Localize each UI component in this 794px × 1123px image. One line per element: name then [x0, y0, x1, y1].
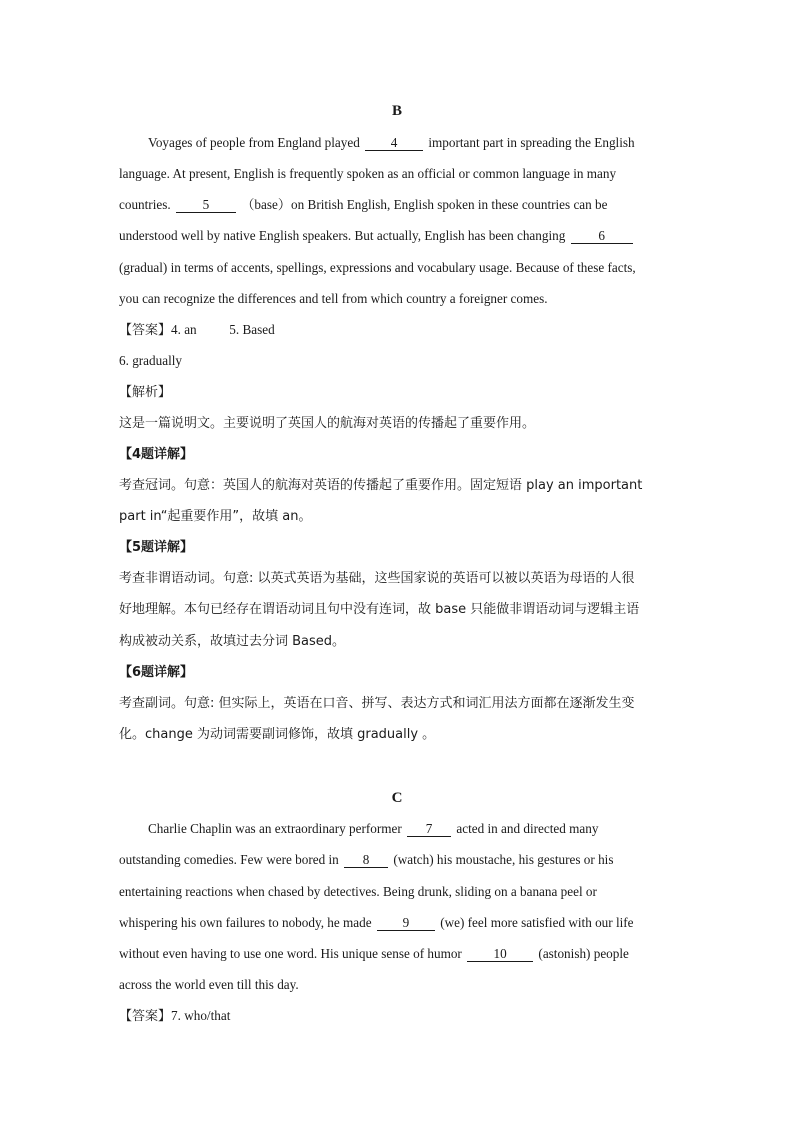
text-segment: acted in and directed many: [456, 821, 599, 836]
text-segment: Voyages of people from England played: [148, 135, 360, 150]
paragraph-b-line-3: [119, 196, 608, 214]
text-segment: countries.: [119, 197, 171, 212]
blank-8[interactable]: 8: [344, 853, 388, 868]
text-segment: without even having to use one word. His unique sense of humor: [119, 946, 462, 961]
paragraph-b-line-1: [148, 134, 635, 152]
text-segment: important part in spreading the English: [428, 135, 635, 150]
text-segment: whispering his own failures to nobody, he made: [119, 915, 372, 930]
answer-7: 7. who/that: [171, 1008, 231, 1023]
q6-label: 【6题详解】: [119, 665, 194, 680]
paragraph-b-line-5: (gradual) in terms of accents, spellings, expressions and vocabulary usage. Because of these facts,: [119, 260, 636, 275]
paragraph-c-line-5: [119, 945, 629, 963]
paragraph-c-line-2: [119, 851, 613, 869]
text-segment: (we) feel more satisfied with our life: [440, 915, 634, 930]
paragraph-b-line-6: you can recognize the differences and tell from which country a foreigner comes.: [119, 291, 548, 306]
text-segment: (astonish) people: [538, 946, 629, 961]
q4-explanation-line-2: part in“起重要作用”，故填 an。: [119, 509, 312, 524]
answer-5: 5. Based: [229, 322, 275, 337]
text-segment: outstanding comedies. Few were bored in: [119, 852, 339, 867]
analysis-label: 【解析】: [119, 385, 172, 400]
paragraph-b-line-2: language. At present, English is frequently spoken as an official or common language in many: [119, 166, 617, 181]
answer-4: 4. an: [171, 322, 197, 337]
answer-6: 6. gradually: [119, 353, 182, 368]
paragraph-c-line-3: entertaining reactions when chased by detectives. Being drunk, sliding on a banana peel or: [119, 884, 597, 899]
blank-9[interactable]: 9: [377, 916, 435, 931]
blank-7[interactable]: 7: [407, 822, 451, 837]
blank-10[interactable]: 10: [467, 947, 533, 962]
q6-explanation-line-1: 考查副词。句意: 但实际上，英语在口音、拼写、表达方式和词汇用法方面都在逐渐发生变: [119, 696, 635, 711]
paragraph-b-line-4: [119, 227, 635, 245]
q5-explanation-line-2: 好地理解。本句已经存在谓语动词且句中没有连词，故 base 只能做非谓语动词与逻辑主语: [119, 602, 640, 617]
analysis-text: 这是一篇说明文。主要说明了英国人的航海对英语的传播起了重要作用。: [119, 416, 536, 431]
q5-explanation-line-1: 考查非谓语动词。句意: 以英式英语为基础，这些国家说的英语可以被以英语为母语的人很: [119, 571, 635, 586]
blank-6[interactable]: 6: [571, 229, 633, 244]
text-segment: (watch) his moustache, his gestures or his: [393, 852, 614, 867]
paragraph-c-line-6: across the world even till this day.: [119, 977, 299, 992]
text-segment: （base）on British English, English spoken in these countries can be: [241, 197, 608, 212]
blank-4[interactable]: 4: [365, 136, 423, 151]
answer-line-b: [119, 321, 275, 340]
q4-label: 【4题详解】: [119, 447, 194, 462]
section-b-title: B: [391, 103, 402, 119]
answer-line-c: [119, 1007, 230, 1026]
paragraph-c-line-4: [119, 914, 634, 932]
q5-label: 【5题详解】: [119, 540, 194, 555]
text-segment: Charlie Chaplin was an extraordinary performer: [148, 821, 402, 836]
paragraph-c-line-1: [148, 820, 598, 838]
answer-label: 【答案】: [119, 1009, 172, 1024]
blank-5[interactable]: 5: [176, 198, 236, 213]
q6-explanation-line-2: 化。change 为动词需要副词修饰，故填 gradually 。: [119, 727, 436, 742]
answer-label: 【答案】: [119, 323, 172, 338]
q4-explanation-line-1: 考查冠词。句意：英国人的航海对英语的传播起了重要作用。固定短语 play an important: [119, 478, 643, 493]
section-c-title: C: [391, 790, 403, 806]
q5-explanation-line-3: 构成被动关系，故填过去分词 Based。: [119, 634, 346, 649]
text-segment: understood well by native English speakers. But actually, English has been changing: [119, 228, 566, 243]
